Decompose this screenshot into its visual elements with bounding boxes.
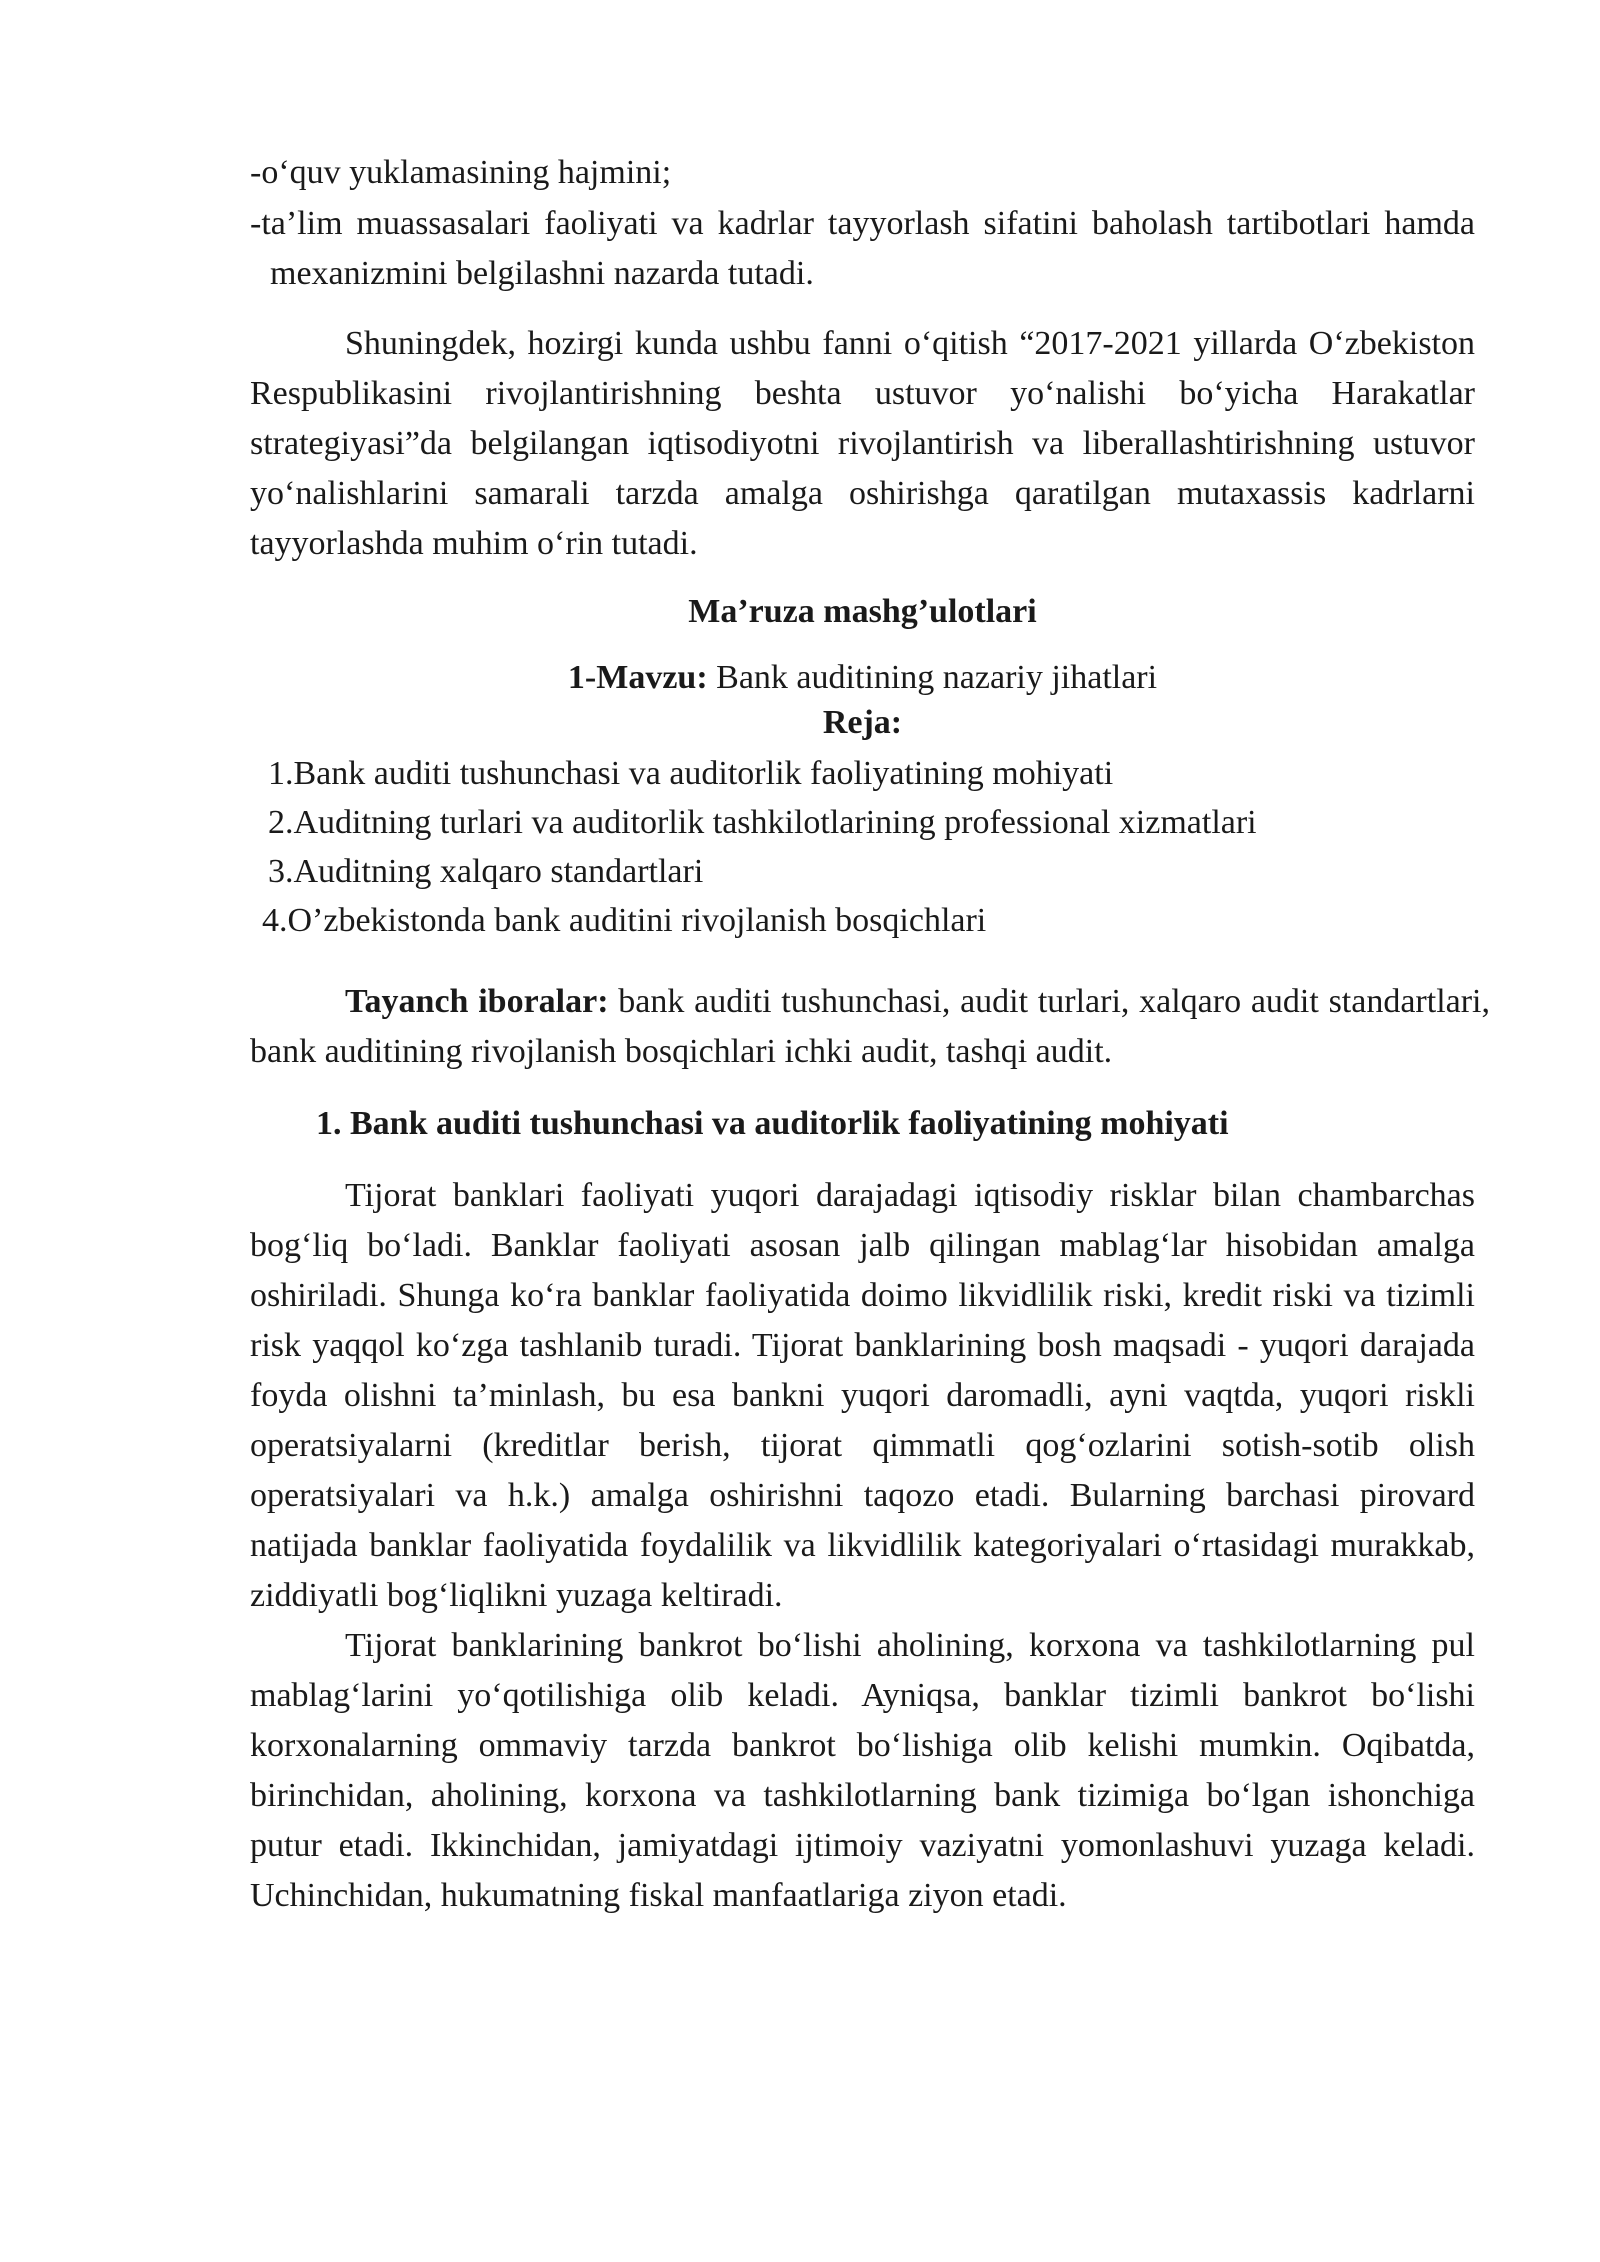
lectures-heading: Ma’ruza mashg’ulotlari bbox=[688, 593, 1037, 630]
document-page bbox=[250, 148, 1491, 1921]
plan-item-1: 1.Bank auditi tushunchasi va auditorlik faoliyatining mohiyati bbox=[268, 755, 1114, 792]
plan-list bbox=[250, 749, 1475, 945]
intro-paragraph: Shuningdek, hozirgi kunda ushbu fanni o‘qitish “2017-2021 yillarda O‘zbekiston Respublikasini rivojlantirishning beshta ustuvor yo‘nalishi bo‘yicha Harakatlar strategiyasi”da belgilangan iqtisodiyotni rivojlantirish va liberallashtirishning ustuvor yo‘nalishlarini samarali tarzda amalga oshirishga qaratilgan mutaxassis kadrlarni tayyorlashda muhim o‘rin tutadi. bbox=[250, 325, 1475, 562]
topic-title: Bank auditining nazariy jihatlari bbox=[716, 659, 1158, 696]
section-1-paragraph-1: Tijorat banklari faoliyati yuqori darajadagi iqtisodiy risklar bilan chambarchas bog‘liq bo‘ladi. Banklar faoliyati asosan jalb qilingan mablag‘lar hisobidan amalga oshiriladi. Shunga ko‘ra banklar faoliyatida doimo likvidlilik riski, kredit riski va tizimli risk yaqqol ko‘zga tashlanib turadi. Tijorat banklarining bosh maqsadi - yuqori darajada foyda olishni ta’minlash, bu esa bankni yuqori daromadli, ayni vaqtda, yuqori riskli operatsiyalarni (kreditlar berish, tijorat qimmatli qog‘ozlarini sotish-sotib olish operatsiyalari va h.k.) amalga oshirishni taqozo etadi. Bularning barchasi pirovard natijada banklar faoliyatida foydalilik va likvidlilik kategoriyalari o‘rtasidagi murakkab, ziddiyatli bog‘liqlikni yuzaga keltiradi. bbox=[250, 1177, 1475, 1614]
plan-item-3: 3.Auditning xalqaro standartlari bbox=[268, 853, 704, 890]
topic-line bbox=[250, 655, 1475, 700]
plan-label: Reja: bbox=[822, 704, 903, 741]
plan-item-2: 2.Auditning turlari va auditorlik tashkilotlarining professional xizmatlari bbox=[268, 804, 1257, 841]
section-1-heading: 1. Bank auditi tushunchasi va auditorlik faoliyatining mohiyati bbox=[316, 1105, 1229, 1142]
intro-item-2: -ta’lim muassasalari faoliyati va kadrlar tayyorlash sifatini baholash tartibotlari hamda mexanizmini belgilashni nazarda tutadi. bbox=[250, 205, 1475, 292]
intro-item-1: -o‘quv yuklamasining hajmini; bbox=[250, 154, 672, 191]
key-terms bbox=[250, 977, 1490, 1077]
plan-item-4: 4.O’zbekistonda bank auditini rivojlanish bosqichlari bbox=[262, 902, 987, 939]
key-terms-text: bank auditi tushunchasi, audit turlari, xalqaro audit standartlari, bank auditining rivojlanish bosqichlari ichki audit, tashqi audit. bbox=[250, 983, 1491, 1070]
topic-label: 1-Mavzu: bbox=[567, 659, 708, 696]
key-terms-label: Tayanch iboralar: bbox=[345, 983, 609, 1020]
section-1-paragraph-2: Tijorat banklarining bankrot bo‘lishi aholining, korxona va tashkilotlarning pul mablag‘larini yo‘qotilishiga olib keladi. Ayniqsa, banklar tizimli bankrot bo‘lishi korxonalarning ommaviy tarzda bankrot bo‘lishiga olib kelishi mumkin. Oqibatda, birinchidan, aholining, korxona va tashkilotlarning bank tizimiga bo‘lgan ishonchiga putur etadi. Ikkinchidan, jamiyatdagi ijtimoiy vaziyatni yomonlashuvi yuzaga keladi. Uchinchidan, hukumatning fiskal manfaatlariga ziyon etadi. bbox=[250, 1627, 1475, 1914]
